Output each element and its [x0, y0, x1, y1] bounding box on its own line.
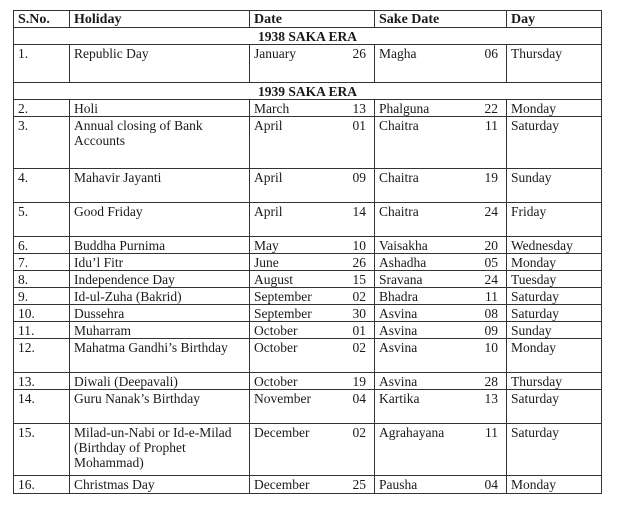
header-day: Day	[507, 11, 602, 28]
holiday-cell: Milad-un-Nabi or Id-e-Milad (Birthday of Prophet Mohammad)	[70, 424, 250, 476]
header-holiday: Holiday	[70, 11, 250, 28]
sake-date-cell-day-number: 06	[484, 46, 498, 61]
holiday-cell: Good Friday	[70, 203, 250, 237]
date-cell	[250, 476, 375, 494]
date-cell-day-number: 02	[352, 289, 366, 304]
holiday-cell: Republic Day	[70, 45, 250, 83]
sake-date-cell-day-number: 24	[484, 272, 498, 287]
date-cell-month: September	[254, 289, 312, 304]
sake-date-cell-day-number: 11	[485, 118, 498, 133]
date-cell	[250, 169, 375, 203]
sake-date-cell	[375, 390, 507, 424]
table-row	[14, 203, 602, 237]
table-row	[14, 322, 602, 339]
date-cell-month: August	[254, 272, 294, 287]
holiday-table	[13, 10, 602, 494]
table-body	[14, 28, 602, 494]
day-cell: Wednesday	[507, 237, 602, 254]
sake-date-cell	[375, 288, 507, 305]
table-row	[14, 476, 602, 494]
holiday-cell: Independence Day	[70, 271, 250, 288]
date-cell	[250, 305, 375, 322]
date-cell-day-number: 02	[352, 425, 366, 440]
sno-cell: 3.	[14, 117, 70, 169]
header-sno: S.No.	[14, 11, 70, 28]
table-row	[14, 45, 602, 83]
sake-date-cell	[375, 322, 507, 339]
sake-date-cell-month: Asvina	[379, 340, 418, 355]
date-cell	[250, 203, 375, 237]
sake-date-cell-month: Asvina	[379, 323, 418, 338]
sake-date-cell-day-number: 08	[484, 306, 498, 321]
sake-date-cell-month: Chaitra	[379, 118, 419, 133]
sake-date-cell-day-number: 13	[484, 391, 498, 406]
date-cell	[250, 373, 375, 390]
date-cell-month: March	[254, 101, 290, 116]
holiday-cell: Holi	[70, 100, 250, 117]
day-cell: Monday	[507, 100, 602, 117]
sake-date-cell	[375, 373, 507, 390]
day-cell: Thursday	[507, 373, 602, 390]
date-cell-month: April	[254, 204, 283, 219]
date-cell-day-number: 02	[352, 340, 366, 355]
table-row	[14, 424, 602, 476]
era-heading: 1939 SAKA ERA	[14, 83, 602, 100]
day-cell: Saturday	[507, 117, 602, 169]
header-row	[14, 11, 602, 28]
date-cell-month: May	[254, 238, 279, 253]
sake-date-cell	[375, 424, 507, 476]
sake-date-cell-day-number: 24	[484, 204, 498, 219]
table-row	[14, 288, 602, 305]
date-cell-day-number: 14	[352, 204, 366, 219]
sake-date-cell-day-number: 04	[484, 477, 498, 492]
date-cell-day-number: 10	[352, 238, 366, 253]
sake-date-cell-day-number: 19	[484, 170, 498, 185]
date-cell-day-number: 01	[352, 323, 366, 338]
header-sake-date: Sake Date	[375, 11, 507, 28]
day-cell: Sunday	[507, 322, 602, 339]
sno-cell: 12.	[14, 339, 70, 373]
holiday-cell: Annual closing of Bank Accounts	[70, 117, 250, 169]
sno-cell: 7.	[14, 254, 70, 271]
sake-date-cell	[375, 305, 507, 322]
sake-date-cell-day-number: 11	[485, 289, 498, 304]
sake-date-cell-month: Sravana	[379, 272, 423, 287]
sake-date-cell	[375, 203, 507, 237]
sake-date-cell-day-number: 09	[484, 323, 498, 338]
date-cell	[250, 339, 375, 373]
table-row	[14, 237, 602, 254]
date-cell-day-number: 13	[352, 101, 366, 116]
header-date: Date	[250, 11, 375, 28]
sake-date-cell	[375, 339, 507, 373]
date-cell-day-number: 30	[352, 306, 366, 321]
sno-cell: 9.	[14, 288, 70, 305]
date-cell	[250, 237, 375, 254]
date-cell-month: June	[254, 255, 279, 270]
table-row	[14, 390, 602, 424]
date-cell	[250, 271, 375, 288]
era-row-1938	[14, 28, 602, 45]
holiday-cell: Guru Nanak’s Birthday	[70, 390, 250, 424]
sake-date-cell-month: Chaitra	[379, 170, 419, 185]
sake-date-cell-day-number: 10	[484, 340, 498, 355]
sake-date-cell-month: Magha	[379, 46, 417, 61]
date-cell-month: October	[254, 374, 298, 389]
date-cell-day-number: 01	[352, 118, 366, 133]
date-cell	[250, 117, 375, 169]
sno-cell: 16.	[14, 476, 70, 494]
sno-cell: 1.	[14, 45, 70, 83]
sake-date-cell-month: Pausha	[379, 477, 418, 492]
holiday-cell: Mahatma Gandhi’s Birthday	[70, 339, 250, 373]
date-cell-day-number: 09	[352, 170, 366, 185]
date-cell-day-number: 15	[352, 272, 366, 287]
sake-date-cell	[375, 254, 507, 271]
sake-date-cell	[375, 237, 507, 254]
table-row	[14, 169, 602, 203]
table-row	[14, 254, 602, 271]
sno-cell: 2.	[14, 100, 70, 117]
holiday-cell: Buddha Purnima	[70, 237, 250, 254]
sake-date-cell-month: Asvina	[379, 374, 418, 389]
sno-cell: 13.	[14, 373, 70, 390]
holiday-cell: Id-ul-Zuha (Bakrid)	[70, 288, 250, 305]
holiday-cell: Diwali (Deepavali)	[70, 373, 250, 390]
table-row	[14, 271, 602, 288]
table-row	[14, 305, 602, 322]
date-cell	[250, 390, 375, 424]
date-cell-month: October	[254, 340, 298, 355]
holiday-cell: Idu’l Fitr	[70, 254, 250, 271]
sake-date-cell-month: Kartika	[379, 391, 420, 406]
day-cell: Friday	[507, 203, 602, 237]
sake-date-cell-month: Phalguna	[379, 101, 430, 116]
date-cell-month: April	[254, 118, 283, 133]
day-cell: Saturday	[507, 390, 602, 424]
date-cell	[250, 288, 375, 305]
sake-date-cell-month: Agrahayana	[379, 425, 445, 440]
table-row	[14, 339, 602, 373]
date-cell-day-number: 19	[352, 374, 366, 389]
sake-date-cell-month: Vaisakha	[379, 238, 428, 253]
date-cell	[250, 424, 375, 476]
date-cell	[250, 322, 375, 339]
day-cell: Thursday	[507, 45, 602, 83]
sno-cell: 10.	[14, 305, 70, 322]
sake-date-cell-day-number: 11	[485, 425, 498, 440]
day-cell: Sunday	[507, 169, 602, 203]
sake-date-cell-month: Asvina	[379, 306, 418, 321]
date-cell-month: November	[254, 391, 311, 406]
day-cell: Monday	[507, 476, 602, 494]
table-row	[14, 100, 602, 117]
day-cell: Monday	[507, 254, 602, 271]
sake-date-cell	[375, 271, 507, 288]
sake-date-cell	[375, 117, 507, 169]
holiday-cell: Muharram	[70, 322, 250, 339]
era-heading: 1938 SAKA ERA	[14, 28, 602, 45]
sake-date-cell	[375, 100, 507, 117]
sake-date-cell-month: Bhadra	[379, 289, 418, 304]
date-cell-month: January	[254, 46, 296, 61]
date-cell-day-number: 26	[352, 255, 366, 270]
day-cell: Saturday	[507, 305, 602, 322]
sake-date-cell-day-number: 22	[484, 101, 498, 116]
date-cell-day-number: 25	[352, 477, 366, 492]
date-cell-month: October	[254, 323, 298, 338]
sno-cell: 8.	[14, 271, 70, 288]
sno-cell: 5.	[14, 203, 70, 237]
sake-date-cell-month: Chaitra	[379, 204, 419, 219]
date-cell-day-number: 04	[352, 391, 366, 406]
date-cell-month: December	[254, 477, 310, 492]
date-cell-month: April	[254, 170, 283, 185]
date-cell-day-number: 26	[352, 46, 366, 61]
holiday-cell: Dussehra	[70, 305, 250, 322]
date-cell	[250, 45, 375, 83]
sake-date-cell-month: Ashadha	[379, 255, 427, 270]
table-row	[14, 117, 602, 169]
era-row-1939	[14, 83, 602, 100]
day-cell: Saturday	[507, 424, 602, 476]
holiday-cell: Mahavir Jayanti	[70, 169, 250, 203]
holiday-cell: Christmas Day	[70, 476, 250, 494]
sno-cell: 15.	[14, 424, 70, 476]
date-cell-month: September	[254, 306, 312, 321]
sake-date-cell-day-number: 05	[484, 255, 498, 270]
sno-cell: 14.	[14, 390, 70, 424]
sno-cell: 6.	[14, 237, 70, 254]
sno-cell: 11.	[14, 322, 70, 339]
day-cell: Saturday	[507, 288, 602, 305]
date-cell	[250, 100, 375, 117]
sake-date-cell	[375, 169, 507, 203]
day-cell: Monday	[507, 339, 602, 373]
sake-date-cell	[375, 45, 507, 83]
sake-date-cell-day-number: 20	[484, 238, 498, 253]
date-cell-month: December	[254, 425, 310, 440]
table-row	[14, 373, 602, 390]
sake-date-cell	[375, 476, 507, 494]
sno-cell: 4.	[14, 169, 70, 203]
sake-date-cell-day-number: 28	[484, 374, 498, 389]
day-cell: Tuesday	[507, 271, 602, 288]
date-cell	[250, 254, 375, 271]
